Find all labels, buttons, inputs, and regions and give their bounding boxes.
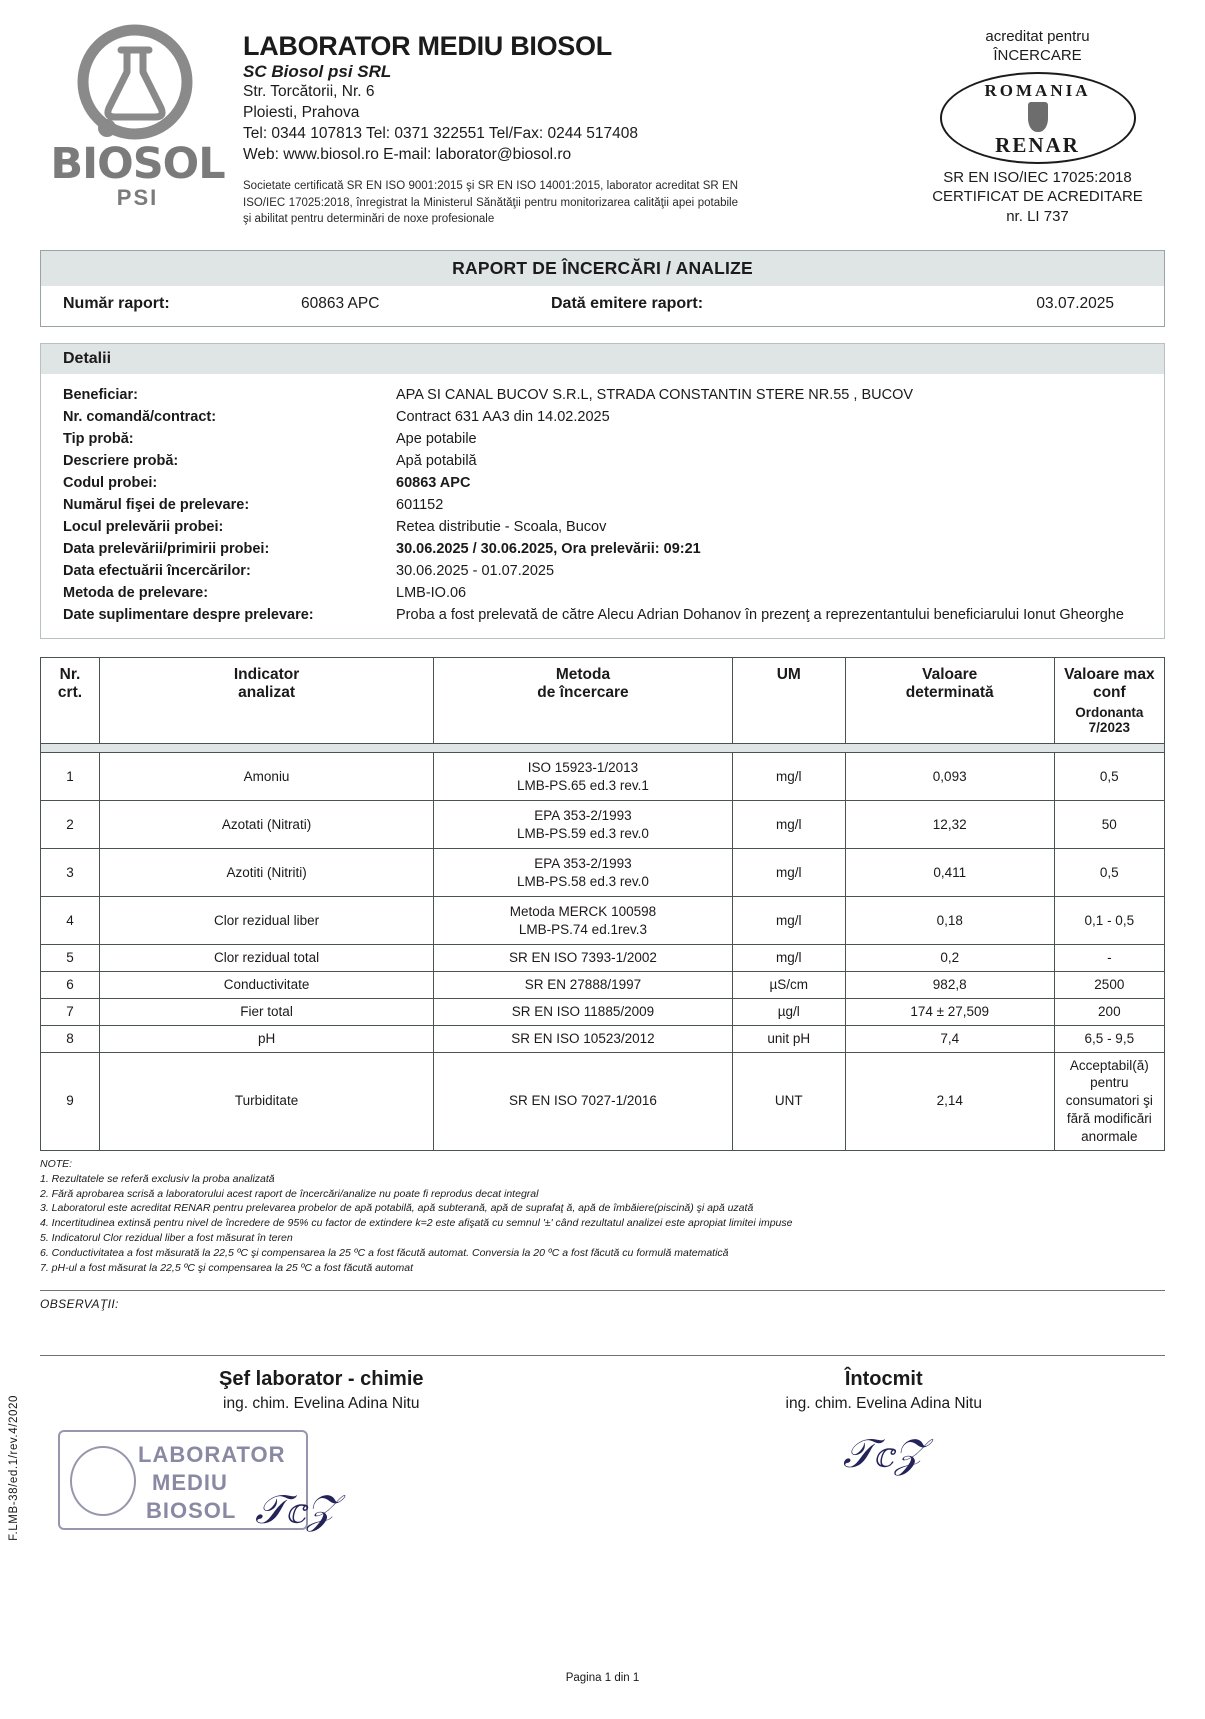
detail-label: Data efectuării încercărilor:: [63, 563, 251, 580]
accreditation-certificate-nr: nr. LI 737: [1006, 207, 1069, 225]
detail-label: Date suplimentare despre prelevare:: [63, 607, 314, 624]
detail-label: Descriere probă:: [63, 453, 179, 470]
company-certification-note: Societate certificată SR EN ISO 9001:2015 şi SR EN ISO 14001:2015, laborator acreditat SR EN ISO/IEC 17025:2018, înregistrat la Ministerul Sănătăţii pentru monitorizarea calităţii apei potabile şi abilitat pentru determinări de noxe profesionale: [243, 180, 738, 226]
detail-label: Data prelevării/primirii probei:: [63, 541, 270, 558]
stamp-line-2: MEDIU: [152, 1470, 228, 1495]
cell-method: ISO 15923-1/2013 LMB-PS.65 ed.3 rev.1: [434, 753, 733, 801]
company-phones: Tel: 0344 107813 Tel: 0371 322551 Tel/Fax: 0244 517408: [243, 125, 639, 143]
cell-method: SR EN ISO 7027-1/2016: [434, 1052, 733, 1150]
table-section-row: [41, 744, 1165, 753]
detail-value: Proba a fost prelevată de către Alecu Adrian Dohanov în prezenţ a reprezentantului beneficiarului Ionut Gheorghe: [396, 607, 1124, 624]
cell-um: mg/l: [732, 753, 845, 801]
company-address-2: Ploiesti, Prahova: [243, 104, 360, 122]
cell-value: 7,4: [845, 1025, 1054, 1052]
company-info: [235, 18, 910, 228]
logo-subtext: PSI: [116, 185, 159, 210]
col-header-nr: Nr. crt.: [41, 658, 100, 744]
cell-method: SR EN 27888/1997: [434, 972, 733, 999]
details-list: [41, 374, 1164, 638]
accreditation-certificate: CERTIFICAT DE ACREDITARE: [932, 188, 1143, 205]
col-header-indicator: Indicator analizat: [99, 658, 433, 744]
cell-indicator: Azotati (Nitrati): [99, 801, 433, 849]
detail-row: [41, 406, 1164, 428]
signature-right-name: ing. chim. Evelina Adina Nitu: [785, 1395, 982, 1412]
cell-value: 0,411: [845, 849, 1054, 897]
detail-value: 30.06.2025 / 30.06.2025, Ora prelevării: 09:21: [396, 541, 701, 558]
cell-max-value: -: [1054, 945, 1164, 972]
stamp-line-1: LABORATOR: [138, 1442, 286, 1467]
signature-left-name: ing. chim. Evelina Adina Nitu: [223, 1395, 420, 1412]
detail-value: 601152: [396, 497, 444, 514]
cell-nr: 2: [41, 801, 100, 849]
report-number-row: [41, 286, 1164, 326]
col-header-max-value: Valoare max conf Ordonanta 7/2023: [1054, 658, 1164, 744]
cell-indicator: Conductivitate: [99, 972, 433, 999]
cell-method: SR EN ISO 7393-1/2002: [434, 945, 733, 972]
detail-value: APA SI CANAL BUCOV S.R.L, STRADA CONSTANTIN STERE NR.55 , BUCOV: [396, 387, 914, 404]
biosol-logo: [40, 18, 235, 210]
detail-label: Tip probă:: [63, 431, 134, 448]
detail-label: Locul prelevării probei:: [63, 519, 224, 536]
cell-um: UNT: [732, 1052, 845, 1150]
detail-label: Beneficiar:: [63, 387, 138, 404]
detail-label: Nr. comandă/contract:: [63, 409, 217, 426]
cell-indicator: Clor rezidual total: [99, 945, 433, 972]
cell-um: mg/l: [732, 801, 845, 849]
cell-um: mg/l: [732, 945, 845, 972]
cell-um: mg/l: [732, 897, 845, 945]
accreditation-block: [910, 18, 1165, 226]
detail-row: [41, 428, 1164, 450]
signature-left: [40, 1368, 603, 1532]
col-header-method: Metoda de încercare: [434, 658, 733, 744]
cell-value: 982,8: [845, 972, 1054, 999]
detail-label: Metoda de prelevare:: [63, 585, 209, 602]
report-date-label: Dată emitere raport:: [551, 295, 704, 313]
note-item: 2. Fără aprobarea scrisă a laboratorului acest raport de încercări/analize nu poate fi reprodus decat integral: [40, 1187, 539, 1200]
cell-value: 0,093: [845, 753, 1054, 801]
cell-um: µg/l: [732, 999, 845, 1026]
renar-stamp-top-text: ROMANIA: [984, 80, 1091, 100]
company-address-1: Str. Torcătorii, Nr. 6: [243, 83, 375, 101]
signature-right-handwriting: 𝒯𝕔𝒵: [842, 1431, 925, 1476]
cell-max-value: 200: [1054, 999, 1164, 1026]
cell-indicator: Azotiti (Nitriti): [99, 849, 433, 897]
signature-section: [40, 1368, 1165, 1532]
detail-label: Codul probei:: [63, 475, 158, 492]
results-table: [40, 657, 1165, 1150]
cell-max-value: Acceptabil(ă) pentru consumatori şi fără modificări anormale: [1054, 1052, 1164, 1150]
report-header-box: [40, 250, 1165, 327]
table-row: [41, 972, 1165, 999]
cell-nr: 3: [41, 849, 100, 897]
results-table-head: [41, 658, 1165, 744]
table-row: [41, 1052, 1165, 1150]
report-number-value: 60863 APC: [301, 295, 380, 313]
note-item: 6. Conductivitatea a fost măsurată la 22,5 ºC şi compensarea la 25 ºC a fost făcută automat. Conversia la 20 ºC a fost făcută cu formulă matematică: [40, 1247, 729, 1260]
cell-value: 0,18: [845, 897, 1054, 945]
cell-value: 174 ± 27,509: [845, 999, 1054, 1026]
table-row: [41, 1025, 1165, 1052]
notes-section: [40, 1157, 1165, 1276]
accreditation-line-2: ÎNCERCARE: [993, 46, 1082, 64]
detail-row: [41, 538, 1164, 560]
cell-indicator: Turbiditate: [99, 1052, 433, 1150]
romania-crest-icon: [1028, 102, 1048, 132]
cell-indicator: Amoniu: [99, 753, 433, 801]
cell-max-value: 0,1 - 0,5: [1054, 897, 1164, 945]
observations-label: OBSERVAŢII:: [40, 1296, 119, 1311]
note-item: 7. pH-ul a fost măsurat la 22,5 ºC şi compensarea la 25 ºC a fost făcută automat: [40, 1262, 414, 1275]
observations-divider: [40, 1290, 1165, 1291]
page-number: Pagina 1 din 1: [565, 1672, 640, 1684]
cell-method: Metoda MERCK 100598 LMB-PS.74 ed.1rev.3: [434, 897, 733, 945]
company-name: LABORATOR MEDIU BIOSOL: [243, 31, 612, 61]
detail-value: LMB-IO.06: [396, 585, 467, 602]
notes-list: [40, 1172, 1165, 1276]
cell-method: SR EN ISO 11885/2009: [434, 999, 733, 1026]
signature-right-title: Întocmit: [844, 1368, 923, 1390]
detail-value: 60863 APC: [396, 475, 471, 492]
stamp-line-3: BIOSOL: [146, 1498, 237, 1523]
cell-max-value: 2500: [1054, 972, 1164, 999]
detail-value: Ape potabile: [396, 431, 477, 448]
report-date-value: 03.07.2025: [1036, 295, 1114, 313]
table-row: [41, 999, 1165, 1026]
document-header: [0, 0, 1205, 228]
accreditation-line-1: acreditat pentru: [985, 28, 1090, 45]
cell-nr: 8: [41, 1025, 100, 1052]
cell-max-value: 50: [1054, 801, 1164, 849]
cell-indicator: pH: [99, 1025, 433, 1052]
detail-value: 30.06.2025 - 01.07.2025: [396, 563, 555, 580]
note-item: 5. Indicatorul Clor rezidual liber a fost măsurat în teren: [40, 1232, 293, 1245]
cell-max-value: 6,5 - 9,5: [1054, 1025, 1164, 1052]
detail-label: Numărul fişei de prelevare:: [63, 497, 250, 514]
cell-method: SR EN ISO 10523/2012: [434, 1025, 733, 1052]
cell-indicator: Clor rezidual liber: [99, 897, 433, 945]
cell-nr: 7: [41, 999, 100, 1026]
form-code: F.LMB-38/ed.1/rev.4/2020: [8, 1395, 20, 1541]
cell-um: µS/cm: [732, 972, 845, 999]
detail-row: [41, 384, 1164, 406]
table-row: [41, 753, 1165, 801]
cell-indicator: Fier total: [99, 999, 433, 1026]
table-section-label: [41, 744, 1165, 753]
table-header-row: [41, 658, 1165, 744]
detail-row: [41, 494, 1164, 516]
signature-divider: [40, 1355, 1165, 1356]
notes-title: NOTE:: [40, 1157, 73, 1170]
detail-value: Apă potabilă: [396, 453, 477, 470]
cell-nr: 6: [41, 972, 100, 999]
table-row: [41, 897, 1165, 945]
signature-left-title: Şef laborator - chimie: [219, 1368, 424, 1390]
page-title: RAPORT DE ÎNCERCĂRI / ANALIZE: [41, 251, 1164, 286]
cell-nr: 5: [41, 945, 100, 972]
cell-nr: 4: [41, 897, 100, 945]
detail-row: [41, 516, 1164, 538]
detail-row: [41, 582, 1164, 604]
detail-row: [41, 560, 1164, 582]
results-table-body: [41, 744, 1165, 1150]
signature-left-handwriting: 𝒯𝕔𝒵: [255, 1487, 337, 1532]
note-item: 4. Incertitudinea extinsă pentru nivel de încredere de 95% cu factor de extindere k=2 este afişată cu semnul '±' când rezultatul analizei este apropiat limitei impuse: [40, 1217, 793, 1230]
company-web-email: Web: www.biosol.ro E-mail: laborator@biosol.ro: [243, 146, 572, 164]
detail-value: Retea distributie - Scoala, Bucov: [396, 519, 607, 536]
col-header-um: UM: [732, 658, 845, 744]
table-row: [41, 945, 1165, 972]
col-header-value: Valoare determinată: [845, 658, 1054, 744]
table-row: [41, 849, 1165, 897]
cell-method: EPA 353-2/1993 LMB-PS.58 ed.3 rev.0: [434, 849, 733, 897]
cell-um: unit pH: [732, 1025, 845, 1052]
note-item: 3. Laboratorul este acreditat RENAR pentru prelevarea probelor de apă potabilă, apă subterană, apă de suprafaţ ă, apă de îmbăiere(piscină) şi apă uzată: [40, 1202, 754, 1215]
cell-value: 0,2: [845, 945, 1054, 972]
details-section-title: Detalii: [41, 344, 1164, 374]
cell-nr: 9: [41, 1052, 100, 1150]
detail-row: [41, 472, 1164, 494]
renar-stamp-bottom-text: RENAR: [995, 132, 1080, 157]
cell-value: 12,32: [845, 801, 1054, 849]
cell-um: mg/l: [732, 849, 845, 897]
cell-method: EPA 353-2/1993 LMB-PS.59 ed.3 rev.0: [434, 801, 733, 849]
stamp-seal-icon: [70, 1446, 136, 1516]
accreditation-standard: SR EN ISO/IEC 17025:2018: [943, 168, 1132, 186]
detail-row: [41, 604, 1164, 626]
table-row: [41, 801, 1165, 849]
note-item: 1. Rezultatele se referă exclusiv la proba analizată: [40, 1172, 275, 1185]
cell-max-value: 0,5: [1054, 849, 1164, 897]
company-legal-name: SC Biosol psi SRL: [243, 62, 392, 82]
signature-right: [603, 1368, 1166, 1476]
cell-value: 2,14: [845, 1052, 1054, 1150]
cell-nr: 1: [41, 753, 100, 801]
logo-wordmark: BIOSOL: [50, 139, 225, 189]
detail-value: Contract 631 AA3 din 14.02.2025: [396, 409, 610, 426]
report-number-label: Număr raport:: [63, 295, 170, 313]
cell-max-value: 0,5: [1054, 753, 1164, 801]
renar-stamp-icon: [940, 72, 1136, 164]
details-section: [40, 343, 1165, 639]
detail-row: [41, 450, 1164, 472]
flask-icon: [63, 24, 213, 149]
